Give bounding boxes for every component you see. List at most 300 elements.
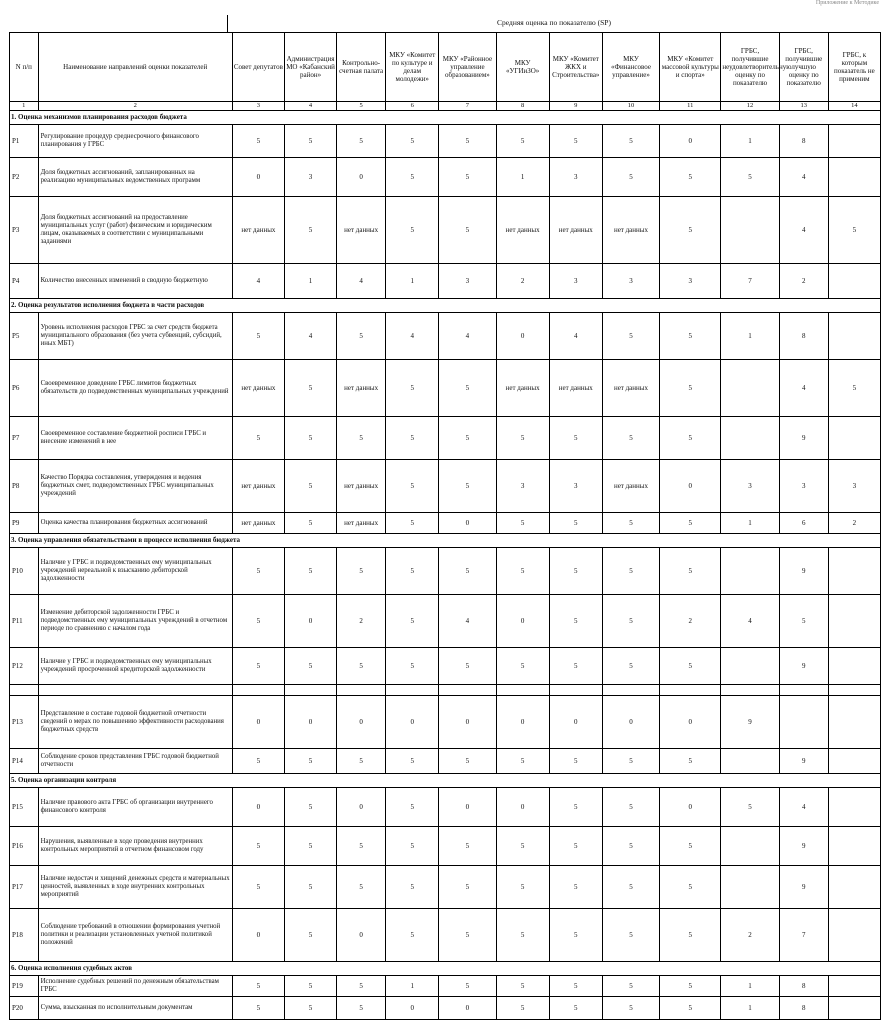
score-cell: 5 bbox=[439, 866, 496, 909]
indicator-name: Наличие недостач и хищений денежных средств и материальных ценностей, выявленных в ходе внутренних контрольных мероприятий bbox=[38, 866, 232, 909]
header-row bbox=[10, 33, 881, 102]
score-cell: 9 bbox=[779, 749, 828, 774]
indicator-code: P8 bbox=[10, 460, 39, 513]
indicator-code: P12 bbox=[10, 648, 39, 685]
spacer-cell bbox=[828, 685, 880, 696]
column-header: МКУ «Комитет массовой культуры и спорта» bbox=[660, 33, 721, 102]
indicator-code: P14 bbox=[10, 749, 39, 774]
score-cell: 0 bbox=[232, 696, 284, 749]
column-number: 7 bbox=[439, 102, 496, 111]
section-row bbox=[10, 534, 881, 548]
score-cell: 5 bbox=[337, 827, 386, 866]
score-cell: 0 bbox=[439, 788, 496, 827]
score-cell: нет данных bbox=[549, 360, 602, 417]
indicator-name: Изменение дебиторской задолженности ГРБС и подведомственных ему муниципальных учреждений в отчетном периоде по сравнению с началом года bbox=[38, 595, 232, 648]
score-cell: 5 bbox=[337, 997, 386, 1020]
score-cell bbox=[828, 595, 880, 648]
score-cell: 5 bbox=[549, 997, 602, 1020]
score-cell: 5 bbox=[439, 125, 496, 158]
score-cell: 0 bbox=[337, 909, 386, 962]
score-cell: 5 bbox=[496, 866, 549, 909]
score-cell: 5 bbox=[284, 866, 336, 909]
score-cell: 4 bbox=[337, 264, 386, 299]
indicator-name: Своевременное составление бюджетной росписи ГРБС и внесение изменений в нее bbox=[38, 417, 232, 460]
indicator-name: Представление в составе годовой бюджетной отчетности сведений о мерах по повышению эффективности расходования бюджетных средств bbox=[38, 696, 232, 749]
column-number: 4 bbox=[284, 102, 336, 111]
score-cell bbox=[721, 360, 779, 417]
indicator-code: P5 bbox=[10, 313, 39, 360]
column-header: Администрация МО «Кабанский район» bbox=[284, 33, 336, 102]
score-cell: 1 bbox=[284, 264, 336, 299]
score-cell: 5 bbox=[660, 417, 721, 460]
spacer-cell bbox=[284, 685, 336, 696]
section-title: 1. Оценка механизмов планирования расходов бюджета bbox=[10, 111, 386, 125]
column-header: Совет депутатов bbox=[232, 33, 284, 102]
score-cell: 1 bbox=[496, 158, 549, 197]
score-cell bbox=[828, 313, 880, 360]
column-header: МКУ «Районное управление образованием» bbox=[439, 33, 496, 102]
column-header: МКУ «УГИиЗО» bbox=[496, 33, 549, 102]
score-cell: 5 bbox=[602, 909, 659, 962]
indicator-code: P17 bbox=[10, 866, 39, 909]
score-cell: 8 bbox=[779, 997, 828, 1020]
spacer-cell bbox=[386, 685, 439, 696]
score-cell: 5 bbox=[602, 827, 659, 866]
score-cell: 5 bbox=[549, 866, 602, 909]
score-cell: 5 bbox=[496, 513, 549, 534]
score-cell bbox=[721, 548, 779, 595]
score-cell: 5 bbox=[284, 513, 336, 534]
table-body bbox=[10, 102, 881, 1020]
table-caption: Средняя оценка по показателю (SP) bbox=[497, 18, 611, 27]
score-cell: 5 bbox=[386, 827, 439, 866]
score-cell: 5 bbox=[284, 976, 336, 997]
score-cell: 6 bbox=[779, 513, 828, 534]
score-cell: 5 bbox=[337, 976, 386, 997]
score-cell: 3 bbox=[602, 264, 659, 299]
score-cell: 5 bbox=[439, 909, 496, 962]
table-row bbox=[10, 648, 881, 685]
caption-row bbox=[9, 0, 881, 32]
table-row bbox=[10, 909, 881, 962]
table-row bbox=[10, 548, 881, 595]
spacer-row bbox=[10, 685, 881, 696]
score-cell: нет данных bbox=[496, 360, 549, 417]
score-cell: 5 bbox=[549, 788, 602, 827]
spacer-cell bbox=[337, 685, 386, 696]
score-cell: нет данных bbox=[232, 197, 284, 264]
score-cell: 4 bbox=[284, 313, 336, 360]
score-cell: 3 bbox=[549, 460, 602, 513]
score-cell: 5 bbox=[549, 976, 602, 997]
score-cell: 0 bbox=[496, 595, 549, 648]
section-title: 6. Оценка исполнения судебных актов bbox=[10, 962, 386, 976]
score-cell: 8 bbox=[779, 976, 828, 997]
score-cell: 5 bbox=[721, 158, 779, 197]
score-cell: 5 bbox=[439, 197, 496, 264]
score-cell: 0 bbox=[232, 909, 284, 962]
score-cell: 2 bbox=[660, 595, 721, 648]
score-cell: 0 bbox=[439, 513, 496, 534]
score-cell: 5 bbox=[439, 158, 496, 197]
column-header: ГРБС, получившие лучшую оценку по показателю bbox=[779, 33, 828, 102]
score-cell: 5 bbox=[549, 749, 602, 774]
column-header: N п/п bbox=[10, 33, 39, 102]
score-cell: 0 bbox=[496, 313, 549, 360]
score-cell: 5 bbox=[660, 197, 721, 264]
column-number: 1 bbox=[10, 102, 39, 111]
indicator-name: Наличие правового акта ГРБС об организации внутреннего финансового контроля bbox=[38, 788, 232, 827]
score-cell: 3 bbox=[721, 460, 779, 513]
indicator-name: Доля бюджетных ассигнований на предоставление муниципальных услуг (работ) физическим и юридическим лицам, оказываемых в соответствии с муниципальными заданиями bbox=[38, 197, 232, 264]
score-cell: 5 bbox=[779, 595, 828, 648]
score-cell: 5 bbox=[602, 548, 659, 595]
score-cell: 5 bbox=[386, 548, 439, 595]
score-cell: 5 bbox=[386, 788, 439, 827]
score-cell: 9 bbox=[779, 648, 828, 685]
score-cell: 5 bbox=[660, 360, 721, 417]
section-row bbox=[10, 111, 881, 125]
score-cell: 5 bbox=[660, 313, 721, 360]
indicator-name: Качество Порядка составления, утверждения и ведения бюджетных смет, подведомственных ГРБС муниципальных учреждений bbox=[38, 460, 232, 513]
score-cell: 5 bbox=[386, 595, 439, 648]
score-cell: нет данных bbox=[549, 197, 602, 264]
score-cell: 7 bbox=[721, 264, 779, 299]
score-cell bbox=[828, 749, 880, 774]
table-row bbox=[10, 264, 881, 299]
table-row bbox=[10, 997, 881, 1020]
score-cell: 3 bbox=[779, 460, 828, 513]
score-cell bbox=[721, 866, 779, 909]
column-number: 3 bbox=[232, 102, 284, 111]
score-cell: 5 bbox=[602, 648, 659, 685]
table-row bbox=[10, 360, 881, 417]
indicator-code: P9 bbox=[10, 513, 39, 534]
column-header: ГРБС, получившие неудовлетворительную оценку по показателю bbox=[721, 33, 779, 102]
score-cell: 5 bbox=[496, 125, 549, 158]
indicator-name: Соблюдение требований в отношении формирования учетной политики и реализации установленных учетной политикой положений bbox=[38, 909, 232, 962]
table-row bbox=[10, 595, 881, 648]
score-cell: 3 bbox=[828, 460, 880, 513]
indicator-name: Доля бюджетных ассигнований, запланированных на реализацию муниципальных ведомственных программ bbox=[38, 158, 232, 197]
score-cell: 5 bbox=[439, 360, 496, 417]
section-row bbox=[10, 299, 881, 313]
top-note: Приложение к Методике bbox=[815, 0, 879, 6]
score-cell: 4 bbox=[439, 313, 496, 360]
score-cell: 5 bbox=[496, 909, 549, 962]
score-cell bbox=[828, 158, 880, 197]
indicator-code: P18 bbox=[10, 909, 39, 962]
score-cell: 5 bbox=[660, 997, 721, 1020]
score-cell: 5 bbox=[439, 648, 496, 685]
score-cell: 5 bbox=[284, 827, 336, 866]
section-row bbox=[10, 962, 881, 976]
score-cell: 9 bbox=[779, 866, 828, 909]
column-header: ГРБС, к которым показатель не применим bbox=[828, 33, 880, 102]
score-cell: нет данных bbox=[232, 513, 284, 534]
section-row bbox=[10, 774, 881, 788]
score-cell: 5 bbox=[232, 125, 284, 158]
score-cell: 5 bbox=[284, 909, 336, 962]
score-cell: 5 bbox=[232, 417, 284, 460]
score-cell: 9 bbox=[779, 417, 828, 460]
score-cell: 5 bbox=[660, 648, 721, 685]
score-cell: 5 bbox=[232, 749, 284, 774]
score-cell: 5 bbox=[439, 548, 496, 595]
table-row bbox=[10, 866, 881, 909]
score-cell: 5 bbox=[284, 197, 336, 264]
score-cell: 5 bbox=[284, 788, 336, 827]
score-cell: 5 bbox=[337, 313, 386, 360]
indicator-code: P19 bbox=[10, 976, 39, 997]
score-cell: нет данных bbox=[337, 360, 386, 417]
score-cell: 4 bbox=[779, 360, 828, 417]
table-row bbox=[10, 158, 881, 197]
indicator-code: P1 bbox=[10, 125, 39, 158]
score-cell: 5 bbox=[602, 866, 659, 909]
score-cell: 5 bbox=[337, 417, 386, 460]
score-cell: 0 bbox=[337, 696, 386, 749]
score-cell: 5 bbox=[602, 158, 659, 197]
score-cell bbox=[721, 749, 779, 774]
indicator-name: Оценка качества планирования бюджетных ассигнований bbox=[38, 513, 232, 534]
indicator-code: P11 bbox=[10, 595, 39, 648]
score-cell: 2 bbox=[721, 909, 779, 962]
table-row bbox=[10, 513, 881, 534]
score-cell: 4 bbox=[779, 197, 828, 264]
spacer-cell bbox=[38, 685, 232, 696]
score-cell: 5 bbox=[439, 976, 496, 997]
table-row bbox=[10, 460, 881, 513]
score-cell: 5 bbox=[386, 866, 439, 909]
score-cell: 5 bbox=[496, 749, 549, 774]
score-cell: 0 bbox=[496, 696, 549, 749]
score-cell: 5 bbox=[284, 417, 336, 460]
score-cell: 7 bbox=[779, 909, 828, 962]
score-cell: 5 bbox=[386, 513, 439, 534]
table-row bbox=[10, 976, 881, 997]
column-number: 10 bbox=[602, 102, 659, 111]
score-cell: 0 bbox=[284, 696, 336, 749]
spacer-cell bbox=[721, 685, 779, 696]
score-cell: 0 bbox=[660, 125, 721, 158]
score-cell: 5 bbox=[337, 548, 386, 595]
spacer-cell bbox=[660, 685, 721, 696]
score-cell bbox=[828, 125, 880, 158]
score-cell: 3 bbox=[660, 264, 721, 299]
indicator-name: Наличие у ГРБС и подведомственных ему муниципальных учреждений просроченной кредиторской задолженности bbox=[38, 648, 232, 685]
spacer-cell bbox=[549, 685, 602, 696]
indicator-name: Своевременное доведение ГРБС лимитов бюджетных обязательств до подведомственных муниципальных учреждений bbox=[38, 360, 232, 417]
score-cell: 5 bbox=[549, 125, 602, 158]
score-cell: 8 bbox=[779, 313, 828, 360]
score-cell bbox=[828, 866, 880, 909]
score-cell: нет данных bbox=[602, 460, 659, 513]
score-cell: 0 bbox=[337, 788, 386, 827]
indicator-code: P7 bbox=[10, 417, 39, 460]
indicator-name: Сумма, взысканная по исполнительным документам bbox=[38, 997, 232, 1020]
score-cell: 0 bbox=[496, 788, 549, 827]
score-cell: 1 bbox=[721, 313, 779, 360]
score-cell: 5 bbox=[660, 749, 721, 774]
score-cell: 1 bbox=[386, 976, 439, 997]
score-cell: 8 bbox=[779, 125, 828, 158]
score-cell: 5 bbox=[721, 788, 779, 827]
score-cell: 2 bbox=[828, 513, 880, 534]
indicator-name: Регулирование процедур среднесрочного финансового планирования у ГРБС bbox=[38, 125, 232, 158]
score-cell: 5 bbox=[386, 158, 439, 197]
score-cell: нет данных bbox=[337, 513, 386, 534]
spacer-cell bbox=[602, 685, 659, 696]
score-cell: 5 bbox=[284, 648, 336, 685]
column-number: 2 bbox=[38, 102, 232, 111]
indicator-name: Количество внесенных изменений в сводную бюджетную bbox=[38, 264, 232, 299]
assessment-sheet bbox=[9, 0, 881, 1020]
score-cell: 5 bbox=[439, 460, 496, 513]
score-cell: 0 bbox=[232, 788, 284, 827]
score-cell: 5 bbox=[549, 513, 602, 534]
column-header: Наименование направлений оценки показателей bbox=[38, 33, 232, 102]
score-cell bbox=[721, 197, 779, 264]
score-cell: 5 bbox=[496, 976, 549, 997]
indicator-code: P20 bbox=[10, 997, 39, 1020]
score-cell bbox=[828, 548, 880, 595]
score-cell: 5 bbox=[439, 827, 496, 866]
score-cell: 0 bbox=[660, 788, 721, 827]
score-cell: 5 bbox=[232, 997, 284, 1020]
score-cell: 5 bbox=[386, 909, 439, 962]
score-cell: 5 bbox=[386, 360, 439, 417]
score-cell: 1 bbox=[721, 976, 779, 997]
score-cell: 5 bbox=[602, 513, 659, 534]
score-cell: 5 bbox=[284, 460, 336, 513]
section-blank bbox=[386, 962, 881, 976]
score-cell: 5 bbox=[660, 866, 721, 909]
score-cell: 5 bbox=[828, 197, 880, 264]
table-row bbox=[10, 788, 881, 827]
score-cell: 5 bbox=[386, 197, 439, 264]
score-cell: нет данных bbox=[232, 460, 284, 513]
score-cell: 5 bbox=[232, 976, 284, 997]
score-cell: 0 bbox=[386, 696, 439, 749]
score-cell: 5 bbox=[439, 417, 496, 460]
score-cell: 5 bbox=[284, 360, 336, 417]
score-cell: 5 bbox=[496, 827, 549, 866]
indicator-name: Соблюдение сроков представления ГРБС годовой бюджетной отчетности bbox=[38, 749, 232, 774]
score-cell: 5 bbox=[337, 749, 386, 774]
score-cell bbox=[721, 648, 779, 685]
column-header: МКУ «Финансовое управление» bbox=[602, 33, 659, 102]
score-cell: 5 bbox=[232, 548, 284, 595]
score-cell: 0 bbox=[549, 696, 602, 749]
score-cell: 5 bbox=[386, 460, 439, 513]
score-cell bbox=[721, 417, 779, 460]
score-cell: 5 bbox=[232, 648, 284, 685]
score-cell: 4 bbox=[232, 264, 284, 299]
score-cell: 2 bbox=[779, 264, 828, 299]
column-header: МКУ «Комитет по культуре и делам молодежи» bbox=[386, 33, 439, 102]
indicator-code: P3 bbox=[10, 197, 39, 264]
score-cell: 5 bbox=[386, 749, 439, 774]
score-cell: 5 bbox=[602, 749, 659, 774]
score-cell: 5 bbox=[496, 548, 549, 595]
section-blank bbox=[386, 111, 881, 125]
score-cell: 5 bbox=[549, 648, 602, 685]
score-cell: 5 bbox=[496, 417, 549, 460]
score-cell: 5 bbox=[439, 749, 496, 774]
score-cell: 5 bbox=[660, 909, 721, 962]
score-cell: 5 bbox=[602, 313, 659, 360]
score-cell: 5 bbox=[549, 827, 602, 866]
spacer-cell bbox=[232, 685, 284, 696]
score-cell: 5 bbox=[602, 417, 659, 460]
indicator-code: P10 bbox=[10, 548, 39, 595]
score-cell: 4 bbox=[439, 595, 496, 648]
score-cell: 4 bbox=[386, 313, 439, 360]
score-cell: 0 bbox=[284, 595, 336, 648]
score-cell: 0 bbox=[337, 158, 386, 197]
table-row bbox=[10, 696, 881, 749]
score-cell: нет данных bbox=[602, 360, 659, 417]
section-title: 3. Оценка управления обязательствами в процессе исполнения бюджета bbox=[10, 534, 386, 548]
score-cell: 5 bbox=[337, 648, 386, 685]
section-blank bbox=[386, 299, 881, 313]
score-cell: 5 bbox=[232, 313, 284, 360]
indicator-code: P15 bbox=[10, 788, 39, 827]
score-cell: 0 bbox=[602, 696, 659, 749]
score-cell bbox=[721, 827, 779, 866]
score-cell: 5 bbox=[284, 548, 336, 595]
score-cell: 5 bbox=[660, 513, 721, 534]
score-cell: 1 bbox=[721, 513, 779, 534]
table-row bbox=[10, 749, 881, 774]
spacer-cell bbox=[496, 685, 549, 696]
score-cell: 5 bbox=[660, 976, 721, 997]
score-cell: 1 bbox=[721, 997, 779, 1020]
score-cell bbox=[828, 417, 880, 460]
column-number: 12 bbox=[721, 102, 779, 111]
score-cell: 3 bbox=[549, 158, 602, 197]
score-cell: 3 bbox=[439, 264, 496, 299]
score-cell: 0 bbox=[439, 696, 496, 749]
score-cell: 5 bbox=[386, 125, 439, 158]
score-cell: 5 bbox=[602, 125, 659, 158]
table-row bbox=[10, 417, 881, 460]
score-cell: 5 bbox=[602, 788, 659, 827]
score-cell: 9 bbox=[779, 548, 828, 595]
column-number: 8 bbox=[496, 102, 549, 111]
score-cell: 4 bbox=[721, 595, 779, 648]
indicator-name: Уровень исполнения расходов ГРБС за счет средств бюджета муниципального образования (без учета субвенций, субсидий, иных МБТ) bbox=[38, 313, 232, 360]
column-number-row bbox=[10, 102, 881, 111]
table-row bbox=[10, 313, 881, 360]
score-cell: 5 bbox=[549, 548, 602, 595]
score-cell: 3 bbox=[284, 158, 336, 197]
score-cell bbox=[828, 976, 880, 997]
score-cell bbox=[828, 788, 880, 827]
score-cell bbox=[828, 997, 880, 1020]
score-cell: нет данных bbox=[232, 360, 284, 417]
section-blank bbox=[386, 774, 881, 788]
score-cell: 5 bbox=[602, 997, 659, 1020]
indicator-name: Нарушения, выявленные в ходе проведения внутренних контрольных мероприятий в отчетном финансовом году bbox=[38, 827, 232, 866]
score-cell: 5 bbox=[337, 866, 386, 909]
score-cell: 5 bbox=[337, 125, 386, 158]
spacer-cell bbox=[10, 685, 39, 696]
score-cell: 5 bbox=[496, 648, 549, 685]
column-number: 11 bbox=[660, 102, 721, 111]
indicator-code: P13 bbox=[10, 696, 39, 749]
